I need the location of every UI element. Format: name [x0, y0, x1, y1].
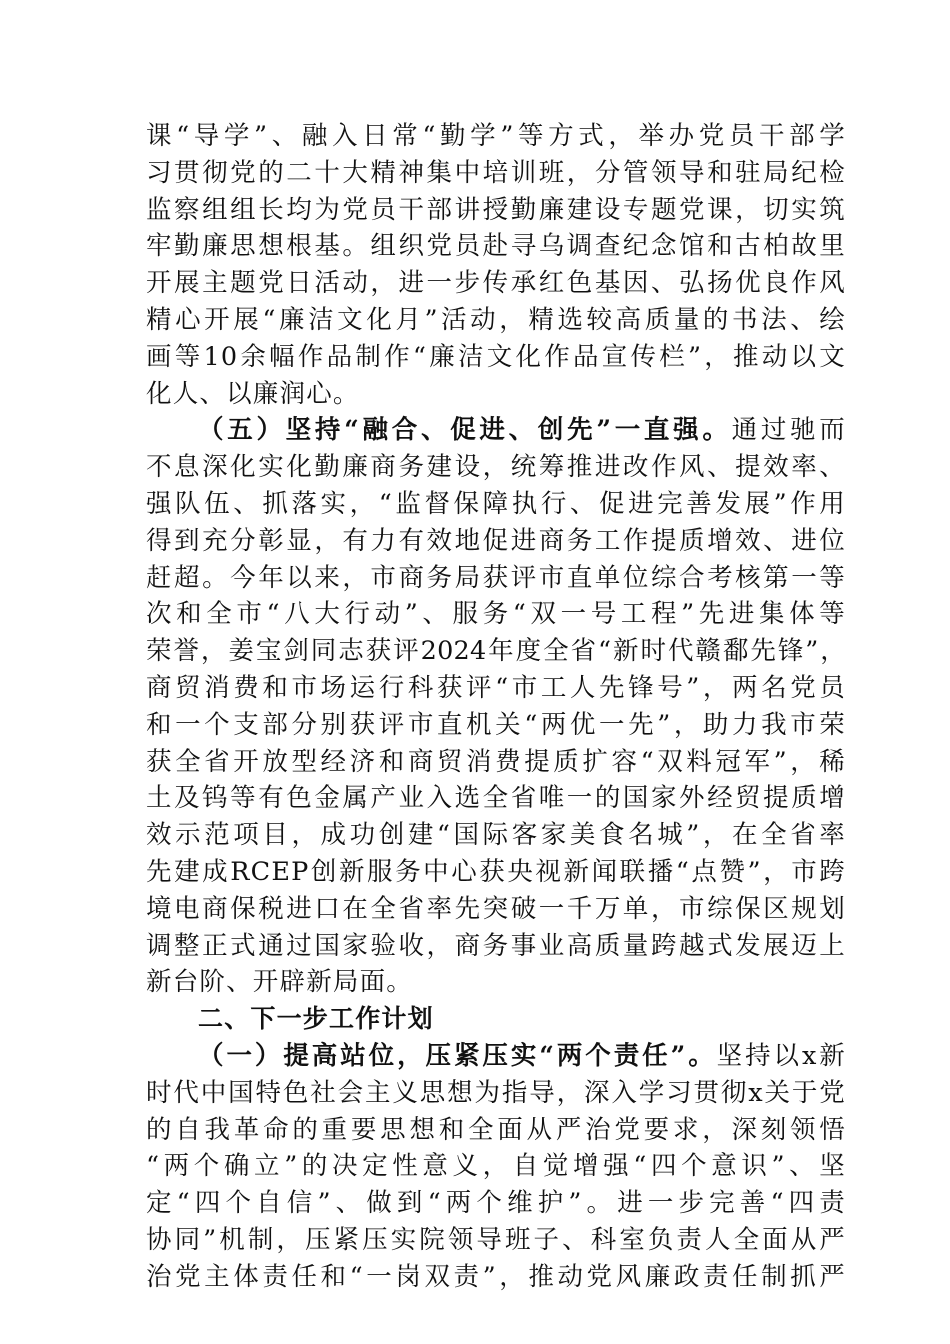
- text-line: 和一个支部分别获评市直机关“两优一先”，助力我市荣: [146, 709, 846, 740]
- text-line: 新台阶、开辟新局面。: [146, 967, 414, 998]
- text-line: 得到充分彰显，有力有效地促进商务工作提质增效、进位: [146, 525, 846, 556]
- text-line: 协同”机制，压紧压实院领导班子、科室负责人全面从严: [146, 1224, 846, 1255]
- text-line: 不息深化实化勤廉商务建设，统筹推进改作风、提效率、: [146, 452, 846, 483]
- text-line: 课“导学”、融入日常“勤学”等方式，举办党员干部学: [146, 121, 846, 151]
- text-run: 通过驰而: [731, 415, 846, 446]
- text-line: 商贸消费和市场运行科获评“市工人先锋号”，两名党员: [146, 672, 846, 703]
- text-line: 精心开展“廉洁文化月”活动，精选较高质量的书法、绘: [146, 304, 846, 335]
- text-line: 定“四个自信”、做到“两个维护”。进一步完善“四责: [146, 1188, 846, 1219]
- text-line: 先建成RCEP创新服务中心获央视新闻联播“点赞”，市跨: [146, 856, 846, 887]
- section-heading: 二、下一步工作计划: [198, 1004, 434, 1034]
- text-run: 坚持以x新: [716, 1040, 846, 1071]
- text-line: 习贯彻党的二十大精神集中培训班，分管领导和驻局纪检: [146, 157, 846, 188]
- text-line: 治党主体责任和“一岗双责”，推动党风廉政责任制抓严: [146, 1261, 846, 1292]
- text-line: 化人、以廉润心。: [146, 378, 360, 409]
- paragraph-start-line: [146, 412, 846, 449]
- text-line: 获全省开放型经济和商贸消费提质扩容“双料冠军”，稀: [146, 746, 846, 777]
- text-line: 调整正式通过国家验收，商务事业高质量跨越式发展迈上: [146, 930, 846, 961]
- text-line: 监察组组长均为党员干部讲授勤廉建设专题党课，切实筑: [146, 194, 846, 225]
- text-line: 境电商保税进口在全省率先突破一千万单，市综保区规划: [146, 893, 846, 924]
- text-line: 荣誉，姜宝剑同志获评2024年度全省“新时代赣鄱先锋”，: [146, 636, 846, 667]
- text-line: 次和全市“八大行动”、服务“双一号工程”先进集体等: [146, 599, 846, 630]
- text-line: 画等10余幅作品制作“廉洁文化作品宣传栏”，推动以文: [146, 341, 846, 372]
- text-line: 强队伍、抓落实，“监督保障执行、促进完善发展”作用: [146, 488, 846, 519]
- text-line: 土及钨等有色金属产业入选全省唯一的国家外经贸提质增: [146, 783, 846, 814]
- text-line: 开展主题党日活动，进一步传承红色基因、弘扬优良作风: [146, 268, 846, 299]
- document-body: [146, 118, 846, 1296]
- paragraph-start-line: [146, 1038, 846, 1075]
- subsection-title-1: （一）提高站位，压紧压实“两个责任”。: [198, 1040, 717, 1071]
- text-line: 的自我革命的重要思想和全面从严治党要求，深刻领悟: [146, 1114, 846, 1145]
- text-line: 牢勤廉思想根基。组织党员赴寻乌调查纪念馆和古柏故里: [146, 231, 846, 262]
- text-line: 赶超。今年以来，市商务局获评市直单位综合考核第一等: [146, 562, 846, 593]
- text-line: “两个确立”的决定性意义，自觉增强“四个意识”、坚: [146, 1151, 846, 1182]
- section-title-5: （五）坚持“融合、促进、创先”一直强。: [198, 415, 732, 446]
- text-line: 时代中国特色社会主义思想为指导，深入学习贯彻x关于党: [146, 1077, 846, 1108]
- text-line: 效示范项目，成功创建“国际客家美食名城”，在全省率: [146, 820, 846, 851]
